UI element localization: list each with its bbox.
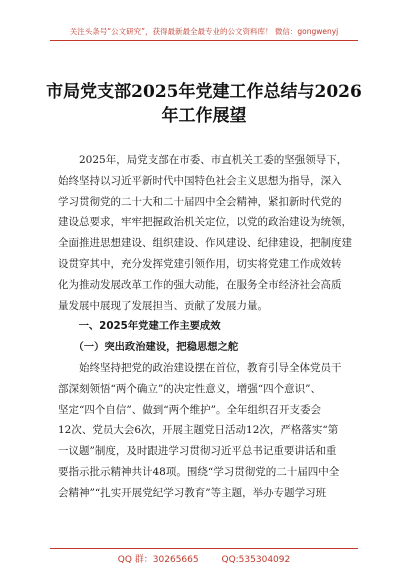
document-body (58, 150, 353, 504)
page-footer (0, 548, 408, 568)
body-line: 学习贯彻党的二十大和二十届四中全会精神，紧扣新时代党的 (58, 195, 342, 208)
title-line-2: 年工作展望 (161, 106, 247, 126)
header-divider (50, 40, 358, 41)
body-line: 设贯穿其中，充分发挥党建引领作用，切实将党建工作成效转 (58, 257, 342, 270)
header-promo-text: 关注头条号“公文研究”，获得最新最全最专业的公文资料库！ 微信：gongwenyj (69, 27, 339, 36)
body-line: 始终坚持把党的政治建设摆在首位，教育引导全体党员干 (58, 361, 342, 374)
footer-contact (0, 552, 408, 565)
footer-qq-group: QQ 群：30265665 (117, 555, 199, 565)
body-line: 始终坚持以习近平新时代中国特色社会主义思想为指导，深入 (58, 174, 342, 187)
footer-qq-number: QQ:535304092 (221, 555, 291, 565)
body-line: 12次、党员大会6次，开展主题党日活动12次，严格落实“第 (58, 424, 339, 437)
page-header (0, 0, 408, 40)
document-title (40, 80, 368, 128)
body-line: 坚定“四个自信”、做到“两个维护”。全年组织召开支委会 (58, 403, 321, 416)
body-line: 一议题”制度，及时跟进学习贯彻习近平总书记重要讲话和重 (58, 445, 337, 458)
footer-divider (50, 548, 358, 549)
body-line: 部深刻领悟“两个确立”的决定性意义，增强“四个意识”、 (58, 382, 321, 395)
body-line: 化为推动发展改革工作的强大动能，在服务全市经济社会高质 (58, 278, 342, 291)
body-line: 会精神”“扎实开展党纪学习教育”等主题，举办专题学习班 (58, 486, 327, 499)
body-line: 要指示批示精神共计48项。围绕“学习贯彻党的二十届四中全 (58, 465, 340, 478)
subsection-heading: （一）突出政治建设，把稳思想之舵 (58, 341, 239, 354)
body-line: 量发展中展现了发展担当、贡献了发展力量。 (58, 299, 268, 312)
body-line: 建设总要求，牢牢把握政治机关定位，以党的政治建设为统领， (58, 216, 352, 229)
title-line-1: 市局党支部2025年党建工作总结与2026 (46, 82, 362, 102)
body-line: 全面推进思想建设、组织建设、作风建设、纪律建设，把制度建 (58, 237, 352, 250)
section-heading: 一、2025年党建工作主要成效 (58, 320, 221, 333)
body-line: 2025年，局党支部在市委、市直机关工委的坚强领导下， (58, 154, 348, 166)
